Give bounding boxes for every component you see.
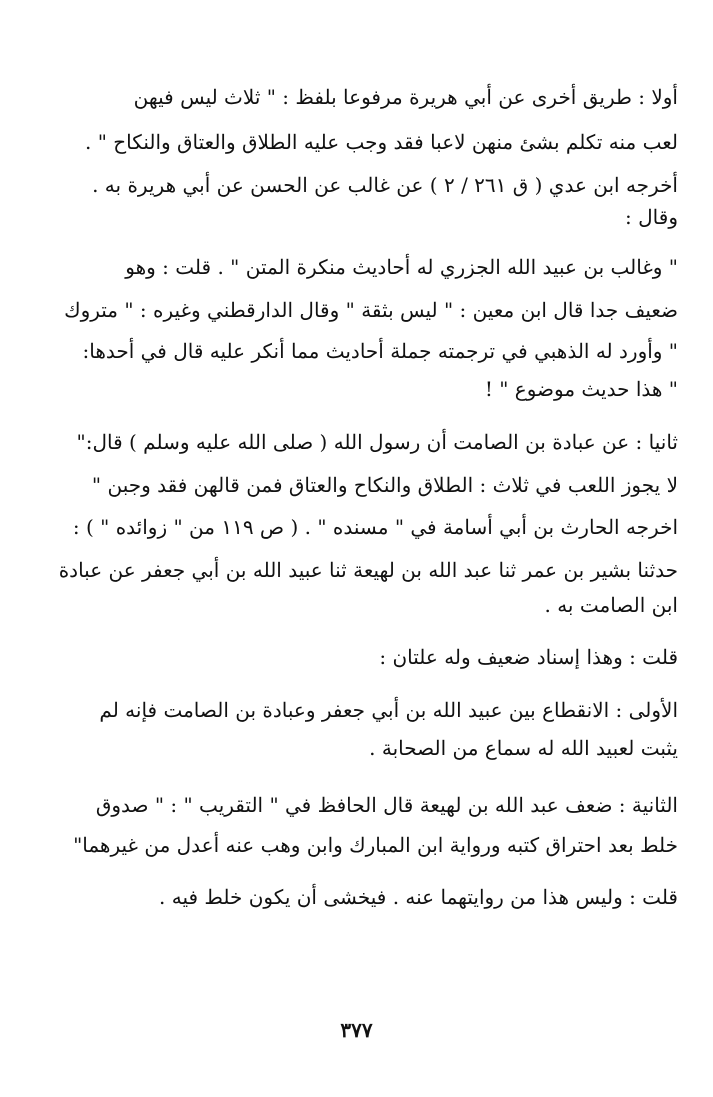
page-number: ٣٧٧ (340, 1018, 373, 1042)
text-line: ثانيا : عن عبادة بن الصامت أن رسول الله ( صلى الله عليه وسلم ) قال:" (76, 430, 678, 454)
text-line: الأولى : الانقطاع بين عبيد الله بن أبي جعفر وعبادة بن الصامت فإنه لم (99, 698, 678, 722)
text-line: يثبت لعبيد الله له سماع من الصحابة . (369, 736, 678, 760)
text-line: قلت : وهذا إسناد ضعيف وله علتان : (379, 645, 678, 669)
text-line: وقال : (625, 205, 678, 229)
text-line: أخرجه ابن عدي ( ق ٢٦١ / ٢ ) عن غالب عن الحسن عن أبي هريرة به . (92, 173, 678, 197)
text-line: أولا : طريق أخرى عن أبي هريرة مرفوعا بلفظ : " ثلاث ليس فيهن (133, 85, 678, 109)
text-line: " وغالب بن عبيد الله الجزري له أحاديث منكرة المتن " . قلت : وهو (125, 255, 678, 279)
text-line: اخرجه الحارث بن أبي أسامة في " مسنده " . ( ص ١١٩ من " زوائده " ) : (72, 515, 678, 539)
text-line: لا يجوز اللعب في ثلاث : الطلاق والنكاح والعتاق فمن قالهن فقد وجبن " (91, 473, 678, 497)
text-line: " هذا حديث موضوع " ! (484, 377, 678, 401)
text-line: لعب منه تكلم بشئ منهن لاعبا فقد وجب عليه الطلاق والعتاق والنكاح " . (85, 130, 678, 154)
text-line: حدثنا بشير بن عمر ثنا عبد الله بن لهيعة ثنا عبيد الله بن أبي جعفر عن عبادة (58, 558, 678, 582)
text-line: ابن الصامت به . (544, 593, 678, 617)
text-line: خلط بعد احتراق كتبه ورواية ابن المبارك وابن وهب عنه أعدل من غيرهما" (73, 833, 678, 857)
text-line: قلت : وليس هذا من روايتهما عنه . فيخشى أن يكون خلط فيه . (159, 885, 678, 909)
text-line: ضعيف جدا قال ابن معين : " ليس بثقة " وقال الدارقطني وغيره : " متروك (64, 298, 678, 322)
text-line: " وأورد له الذهبي في ترجمته جملة أحاديث مما أنكر عليه قال في أحدها: (82, 339, 678, 363)
text-line: الثانية : ضعف عبد الله بن لهيعة قال الحافظ في " التقريب " : " صدوق (95, 793, 678, 817)
